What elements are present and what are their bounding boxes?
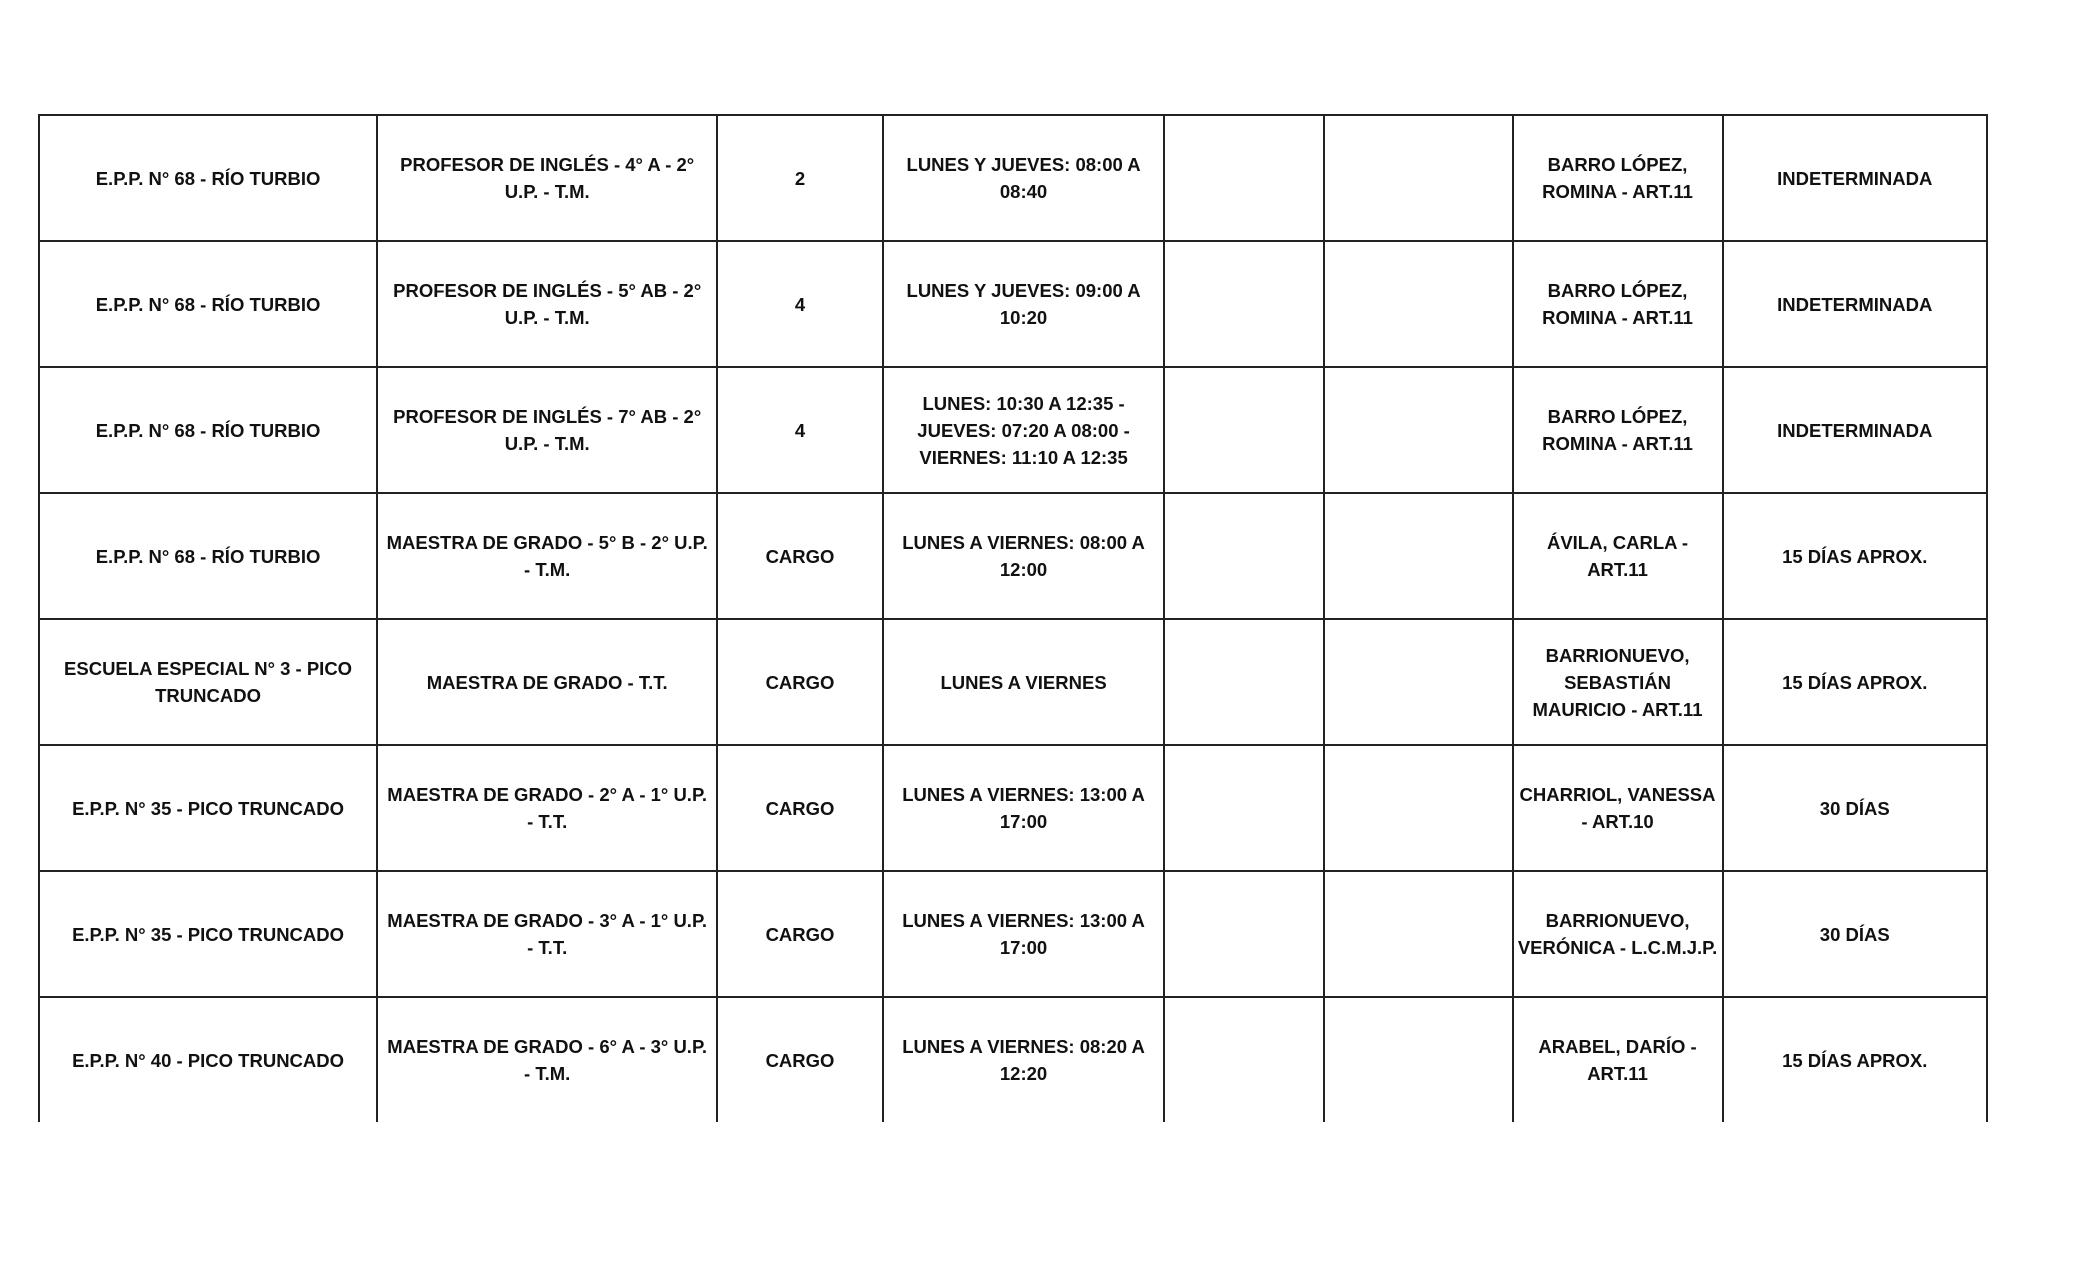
table-row <box>39 619 1987 745</box>
replaced-teacher-cell: BARRO LÓPEZ, ROMINA - ART.11 <box>1513 241 1723 367</box>
replaced-teacher-cell: BARRO LÓPEZ, ROMINA - ART.11 <box>1513 367 1723 493</box>
school-cell: E.P.P. N° 35 - PICO TRUNCADO <box>39 871 377 997</box>
empty-cell <box>1324 367 1513 493</box>
hours-cell: 4 <box>717 367 883 493</box>
empty-cell <box>1324 241 1513 367</box>
table-body <box>39 115 1987 1122</box>
empty-cell <box>1164 241 1323 367</box>
duration-cell: 30 DÍAS <box>1723 871 1988 997</box>
position-cell: MAESTRA DE GRADO - 5° B - 2° U.P. - T.M. <box>377 493 717 619</box>
schedule-cell: LUNES A VIERNES <box>883 619 1165 745</box>
position-cell: PROFESOR DE INGLÉS - 7° AB - 2° U.P. - T.M. <box>377 367 717 493</box>
position-cell: MAESTRA DE GRADO - 3° A - 1° U.P. - T.T. <box>377 871 717 997</box>
duration-cell: 15 DÍAS APROX. <box>1723 619 1988 745</box>
school-cell: E.P.P. N° 68 - RÍO TURBIO <box>39 367 377 493</box>
empty-cell <box>1324 871 1513 997</box>
replaced-teacher-cell: BARRIONUEVO, VERÓNICA - L.C.M.J.P. <box>1513 871 1723 997</box>
schedule-cell: LUNES A VIERNES: 13:00 A 17:00 <box>883 871 1165 997</box>
replaced-teacher-cell: ÁVILA, CARLA - ART.11 <box>1513 493 1723 619</box>
hours-cell: 4 <box>717 241 883 367</box>
schedule-cell: LUNES A VIERNES: 13:00 A 17:00 <box>883 745 1165 871</box>
school-cell: E.P.P. N° 68 - RÍO TURBIO <box>39 115 377 241</box>
empty-cell <box>1324 493 1513 619</box>
empty-cell <box>1324 619 1513 745</box>
school-cell: E.P.P. N° 35 - PICO TRUNCADO <box>39 745 377 871</box>
duration-cell: 15 DÍAS APROX. <box>1723 493 1988 619</box>
duration-cell: INDETERMINADA <box>1723 367 1988 493</box>
vacancy-table-sheet <box>38 114 1988 1140</box>
duration-cell: INDETERMINADA <box>1723 115 1988 241</box>
table-row <box>39 745 1987 871</box>
table-row <box>39 493 1987 619</box>
empty-cell <box>1164 367 1323 493</box>
duration-cell: 30 DÍAS <box>1723 745 1988 871</box>
duration-cell: INDETERMINADA <box>1723 241 1988 367</box>
schedule-cell: LUNES A VIERNES: 08:20 A 12:20 <box>883 997 1165 1122</box>
school-cell: ESCUELA ESPECIAL N° 3 - PICO TRUNCADO <box>39 619 377 745</box>
school-cell: E.P.P. N° 68 - RÍO TURBIO <box>39 241 377 367</box>
table-row <box>39 871 1987 997</box>
vacancy-table <box>38 114 1988 1122</box>
replaced-teacher-cell: BARRIONUEVO, SEBASTIÁN MAURICIO - ART.11 <box>1513 619 1723 745</box>
hours-cell: CARGO <box>717 493 883 619</box>
schedule-cell: LUNES: 10:30 A 12:35 - JUEVES: 07:20 A 08:00 - VIERNES: 11:10 A 12:35 <box>883 367 1165 493</box>
hours-cell: CARGO <box>717 997 883 1122</box>
position-cell: PROFESOR DE INGLÉS - 5° AB - 2° U.P. - T.M. <box>377 241 717 367</box>
schedule-cell: LUNES A VIERNES: 08:00 A 12:00 <box>883 493 1165 619</box>
duration-cell: 15 DÍAS APROX. <box>1723 997 1988 1122</box>
position-cell: MAESTRA DE GRADO - T.T. <box>377 619 717 745</box>
hours-cell: CARGO <box>717 745 883 871</box>
replaced-teacher-cell: ARABEL, DARÍO - ART.11 <box>1513 997 1723 1122</box>
hours-cell: CARGO <box>717 619 883 745</box>
hours-cell: 2 <box>717 115 883 241</box>
empty-cell <box>1164 997 1323 1122</box>
schedule-cell: LUNES Y JUEVES: 09:00 A 10:20 <box>883 241 1165 367</box>
table-row <box>39 241 1987 367</box>
empty-cell <box>1164 871 1323 997</box>
empty-cell <box>1324 115 1513 241</box>
position-cell: MAESTRA DE GRADO - 6° A - 3° U.P. - T.M. <box>377 997 717 1122</box>
school-cell: E.P.P. N° 40 - PICO TRUNCADO <box>39 997 377 1122</box>
empty-cell <box>1164 493 1323 619</box>
table-row <box>39 367 1987 493</box>
position-cell: PROFESOR DE INGLÉS - 4° A - 2° U.P. - T.M. <box>377 115 717 241</box>
empty-cell <box>1164 619 1323 745</box>
replaced-teacher-cell: CHARRIOL, VANESSA - ART.10 <box>1513 745 1723 871</box>
table-row <box>39 115 1987 241</box>
schedule-cell: LUNES Y JUEVES: 08:00 A 08:40 <box>883 115 1165 241</box>
empty-cell <box>1324 745 1513 871</box>
school-cell: E.P.P. N° 68 - RÍO TURBIO <box>39 493 377 619</box>
empty-cell <box>1324 997 1513 1122</box>
position-cell: MAESTRA DE GRADO - 2° A - 1° U.P. - T.T. <box>377 745 717 871</box>
hours-cell: CARGO <box>717 871 883 997</box>
table-row <box>39 997 1987 1122</box>
empty-cell <box>1164 115 1323 241</box>
replaced-teacher-cell: BARRO LÓPEZ, ROMINA - ART.11 <box>1513 115 1723 241</box>
empty-cell <box>1164 745 1323 871</box>
